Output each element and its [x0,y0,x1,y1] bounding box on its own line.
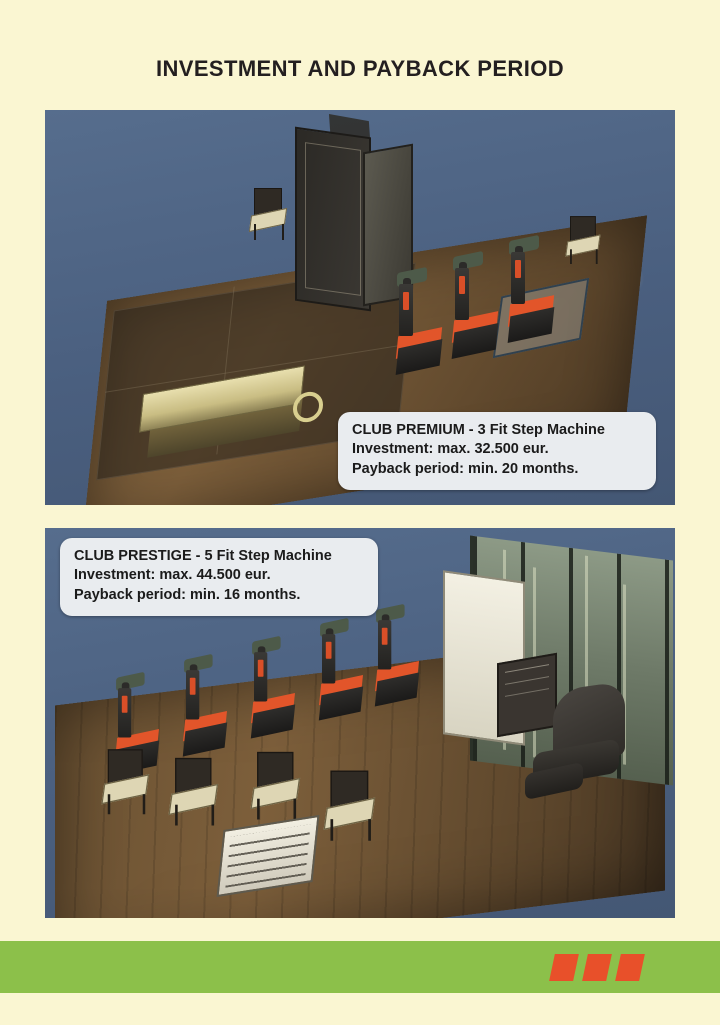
chair [252,752,296,822]
machine-column [455,268,469,320]
fit-step-machine [397,278,441,374]
callout-club-prestige [60,538,378,616]
massage-chair [525,686,635,798]
callout-title: CLUB PREMIUM - 3 Fit Step Machine [352,422,605,438]
machine-column [118,688,131,737]
callout-payback: Payback period: min. 16 months. [74,586,301,603]
machine-column [254,652,267,701]
callout-title: CLUB PRESTIGE - 5 Fit Step Machine [74,548,332,564]
callout-club-premium [338,412,656,490]
machine-column [378,620,391,669]
machine-column [186,670,199,719]
chair-legs [108,794,146,814]
chair-legs [175,805,214,826]
chair-legs [570,249,598,264]
machine-column [399,284,413,336]
accent-mark-1 [549,954,579,981]
folding-screen-left [295,127,371,312]
page-title: INVESTMENT AND PAYBACK PERIOD [155,56,565,81]
fit-step-machine [252,646,294,737]
accent-mark-3 [615,954,645,981]
chair-legs [257,799,296,820]
footer-bottom-strip [0,993,720,1025]
chair [250,188,284,242]
machine-column [322,634,335,683]
accent-mark-2 [582,954,612,981]
chair-legs [330,819,371,841]
chair [103,749,146,817]
fit-step-machine [509,246,553,342]
fit-step-machine [320,628,362,719]
chair [566,216,597,266]
callout-investment: Investment: max. 44.500 eur. [74,567,271,584]
machine-column [511,252,525,304]
callout-investment: Investment: max. 32.500 eur. [352,441,549,458]
callout-payback: Payback period: min. 20 months. [352,460,579,477]
footer-accent-marks [552,954,642,981]
chair [170,758,214,828]
fit-step-machine [453,262,497,358]
chair [325,771,371,844]
fit-step-machine [376,614,418,705]
chair-legs [254,224,284,240]
fit-step-machine [184,664,226,755]
